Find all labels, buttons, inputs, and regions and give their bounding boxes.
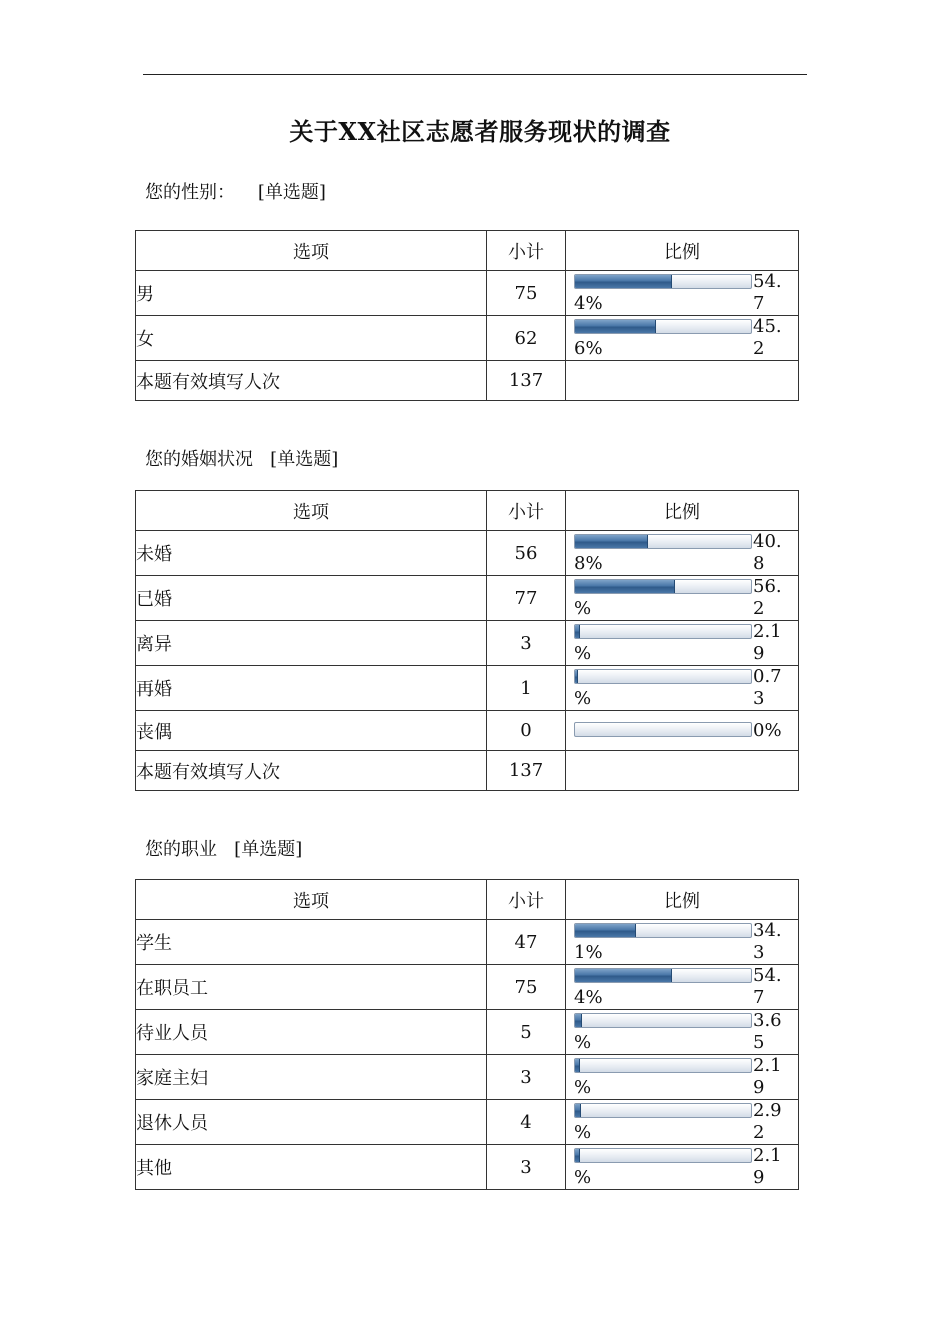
count-cell: 77 — [487, 576, 566, 621]
option-cell: 男 — [136, 271, 487, 316]
count-cell: 75 — [487, 965, 566, 1010]
ratio-bar-fill — [575, 320, 656, 333]
question-1-label: 您的性别： [单选题] — [145, 182, 326, 203]
count-cell: 5 — [487, 1010, 566, 1055]
ratio-text: 45.2 — [753, 316, 782, 359]
ratio-text: 0.73 — [753, 666, 782, 709]
total-label: 本题有效填写人次 — [136, 361, 487, 401]
option-cell: 在职员工 — [136, 965, 487, 1010]
ratio-cell — [566, 1010, 799, 1055]
option-cell: 其他 — [136, 1145, 487, 1190]
ratio-bar — [574, 968, 752, 983]
option-cell: 丧偶 — [136, 711, 487, 751]
table-header-row — [136, 880, 799, 920]
ratio-bar-fill — [575, 535, 648, 548]
option-cell: 退休人员 — [136, 1100, 487, 1145]
ratio-cell — [566, 711, 799, 751]
ratio-text: 2.19 — [753, 1145, 782, 1188]
ratio-cell — [566, 531, 799, 576]
total-empty-cell — [566, 751, 799, 791]
count-cell: 4 — [487, 1100, 566, 1145]
ratio-text: 40.8 — [753, 531, 782, 574]
total-row — [136, 361, 799, 401]
header-option: 选项 — [136, 491, 487, 531]
ratio-text-wrap: 4% — [574, 987, 603, 1008]
total-row — [136, 751, 799, 791]
count-cell: 1 — [487, 666, 566, 711]
question-2-table — [135, 490, 799, 791]
ratio-bar — [574, 1103, 752, 1118]
ratio-bar — [574, 1148, 752, 1163]
question-2-label: 您的婚姻状况 [单选题] — [145, 449, 339, 470]
option-cell: 待业人员 — [136, 1010, 487, 1055]
ratio-text-wrap: % — [574, 598, 592, 619]
ratio-bar-fill — [575, 1104, 581, 1117]
table-row — [136, 316, 799, 361]
ratio-bar-fill — [575, 1059, 580, 1072]
total-label: 本题有效填写人次 — [136, 751, 487, 791]
ratio-text-wrap: % — [574, 1122, 592, 1143]
ratio-bar-fill — [575, 969, 672, 982]
question-1-table — [135, 230, 799, 401]
total-count: 137 — [487, 361, 566, 401]
ratio-cell — [566, 1145, 799, 1190]
ratio-cell — [566, 316, 799, 361]
table-row — [136, 920, 799, 965]
ratio-cell — [566, 1055, 799, 1100]
table-row — [136, 576, 799, 621]
ratio-bar — [574, 1058, 752, 1073]
table-header-row — [136, 231, 799, 271]
ratio-text-wrap: 6% — [574, 338, 603, 359]
ratio-text: 3.65 — [753, 1010, 782, 1053]
option-cell: 女 — [136, 316, 487, 361]
ratio-cell — [566, 965, 799, 1010]
table-row — [136, 1145, 799, 1190]
count-cell: 3 — [487, 1145, 566, 1190]
table-row — [136, 1100, 799, 1145]
ratio-bar-fill — [575, 625, 580, 638]
header-count: 小计 — [487, 491, 566, 531]
question-3-table — [135, 879, 799, 1190]
ratio-text-wrap: % — [574, 688, 592, 709]
ratio-text-wrap: % — [574, 1167, 592, 1188]
option-cell: 学生 — [136, 920, 487, 965]
ratio-text: 2.19 — [753, 621, 782, 664]
count-cell: 62 — [487, 316, 566, 361]
option-cell: 家庭主妇 — [136, 1055, 487, 1100]
header-count: 小计 — [487, 880, 566, 920]
table-row — [136, 531, 799, 576]
ratio-bar — [574, 579, 752, 594]
table-row — [136, 965, 799, 1010]
ratio-bar-fill — [575, 1014, 582, 1027]
ratio-cell — [566, 621, 799, 666]
header-ratio: 比例 — [566, 880, 799, 920]
option-cell: 已婚 — [136, 576, 487, 621]
ratio-bar — [574, 1013, 752, 1028]
ratio-cell — [566, 920, 799, 965]
ratio-bar — [574, 722, 752, 737]
ratio-bar-fill — [575, 670, 578, 683]
option-cell: 离异 — [136, 621, 487, 666]
count-cell: 47 — [487, 920, 566, 965]
ratio-text-wrap: % — [574, 1077, 592, 1098]
ratio-text-wrap: 8% — [574, 553, 603, 574]
ratio-cell — [566, 576, 799, 621]
ratio-bar — [574, 319, 752, 334]
total-empty-cell — [566, 361, 799, 401]
ratio-text-wrap: 1% — [574, 942, 603, 963]
header-count: 小计 — [487, 231, 566, 271]
ratio-text: 0% — [753, 720, 782, 741]
ratio-bar-fill — [575, 275, 672, 288]
header-option: 选项 — [136, 231, 487, 271]
question-3-label: 您的职业 [单选题] — [145, 839, 303, 860]
ratio-text-wrap: % — [574, 1032, 592, 1053]
ratio-cell — [566, 1100, 799, 1145]
ratio-cell — [566, 271, 799, 316]
table-row — [136, 666, 799, 711]
table-row — [136, 711, 799, 751]
ratio-bar — [574, 274, 752, 289]
ratio-text: 54.7 — [753, 965, 782, 1008]
ratio-bar — [574, 534, 752, 549]
ratio-bar — [574, 669, 752, 684]
count-cell: 75 — [487, 271, 566, 316]
option-cell: 再婚 — [136, 666, 487, 711]
ratio-text-wrap: 4% — [574, 293, 603, 314]
header-ratio: 比例 — [566, 491, 799, 531]
ratio-bar — [574, 923, 752, 938]
header-ratio: 比例 — [566, 231, 799, 271]
table-header-row — [136, 491, 799, 531]
ratio-bar-fill — [575, 924, 636, 937]
table-row — [136, 1055, 799, 1100]
count-cell: 0 — [487, 711, 566, 751]
header-rule — [143, 74, 807, 75]
ratio-bar — [574, 624, 752, 639]
total-count: 137 — [487, 751, 566, 791]
header-option: 选项 — [136, 880, 487, 920]
document-title: 关于XX社区志愿者服务现状的调查 — [289, 117, 671, 146]
count-cell: 3 — [487, 621, 566, 666]
ratio-text-wrap: % — [574, 643, 592, 664]
table-row — [136, 1010, 799, 1055]
count-cell: 3 — [487, 1055, 566, 1100]
table-row — [136, 271, 799, 316]
option-cell: 未婚 — [136, 531, 487, 576]
table-row — [136, 621, 799, 666]
ratio-bar-fill — [575, 1149, 580, 1162]
count-cell: 56 — [487, 531, 566, 576]
ratio-cell — [566, 666, 799, 711]
ratio-bar-fill — [575, 580, 675, 593]
ratio-text: 56.2 — [753, 576, 782, 619]
ratio-text: 2.92 — [753, 1100, 782, 1143]
ratio-text: 54.7 — [753, 271, 782, 314]
ratio-text: 34.3 — [753, 920, 782, 963]
ratio-text: 2.19 — [753, 1055, 782, 1098]
